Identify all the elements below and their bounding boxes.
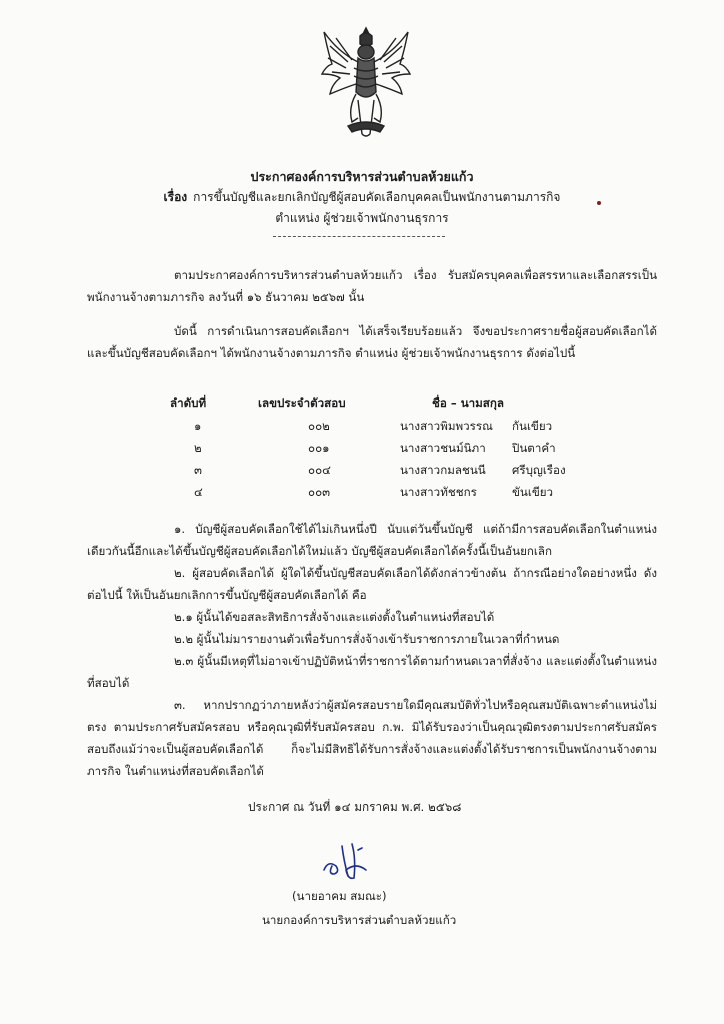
row-exam-no: ๐๐๑	[308, 441, 330, 455]
row-exam-no: ๐๐๔	[308, 463, 331, 477]
intro-paragraph-2: บัดนี้ การดำเนินการสอบคัดเลือกฯ ได้เสร็จเรียบร้อยแล้ว จึงขอประกาศรายชื่อผู้สอบคัดเลือกได้และขึ้นบัญชีสอบคัดเลือกฯ ได้พนักงานจ้างตามภารกิจ ตำแหน่ง ผู้ช่วยเจ้าพนักงานธุรการ ดังต่อไปนี้	[87, 324, 657, 360]
clause-2: ๒. ผู้สอบคัดเลือกได้ ผู้ใดได้ขึ้นบัญชีสอบคัดเลือกได้ดังกล่าวข้างต้น ถ้ากรณีอย่างใดอย่างหนึ่ง ดังต่อไปนี้ ให้เป็นอันยกเลิกการขึ้นบัญชีผู้สอบคัดเลือกได้ คือ	[87, 566, 657, 602]
row-order: ๓	[194, 463, 202, 477]
table-header-order: ลำดับที่	[170, 396, 207, 410]
signer-title: นายกองค์การบริหารส่วนตำบลห้วยแก้ว	[262, 913, 457, 927]
subject-label: เรื่อง	[163, 190, 188, 204]
subject-text: การขึ้นบัญชีและยกเลิกบัญชีผู้สอบคัดเลือกบุคคลเป็นพนักงานตามภารกิจ	[193, 190, 561, 204]
row-order: ๒	[194, 441, 202, 455]
row-exam-no: ๐๐๓	[308, 485, 331, 499]
handwritten-signature	[318, 840, 388, 882]
table-header-name: ชื่อ – นามสกุล	[432, 396, 504, 410]
row-order: ๔	[194, 485, 203, 499]
table-header-exam-no: เลขประจำตัวสอบ	[258, 396, 346, 410]
clause-2-2: ๒.๒ ผู้นั้นไม่มารายงานตัวเพื่อรับการสั่งจ้างเข้ารับราชการภายในเวลาที่กำหนด	[174, 632, 560, 646]
row-first-name: นางสาวกมลชนนี	[400, 463, 486, 477]
table-row	[170, 418, 600, 440]
row-exam-no: ๐๐๒	[308, 419, 330, 433]
document-position: ตำแหน่ง ผู้ช่วยเจ้าพนักงานธุรการ	[275, 211, 449, 225]
row-first-name: นางสาวทัชชกร	[400, 485, 477, 499]
clause-2-3: ๒.๓ ผู้นั้นมีเหตุที่ไม่อาจเข้าปฏิบัติหน้าที่ราชการได้ตามกำหนดเวลาที่สั่งจ้าง และแต่งตั้งในตำแหน่งที่สอบได้	[87, 654, 657, 690]
row-last-name: กันเขียว	[512, 419, 553, 433]
announcement-date: ประกาศ ณ วันที่ ๑๔ มกราคม พ.ศ. ๒๕๖๘	[248, 800, 462, 814]
row-last-name: ปินตาคำ	[512, 441, 556, 455]
table-row	[170, 462, 600, 484]
clause-2-1: ๒.๑ ผู้นั้นได้ขอสละสิทธิการสั่งจ้างและแต่งตั้งในตำแหน่งที่สอบได้	[174, 610, 495, 624]
row-first-name: นางสาวพิมพวรรณ	[400, 419, 493, 433]
ink-dot	[597, 201, 601, 205]
table-row	[170, 440, 600, 462]
document-heading: ประกาศองค์การบริหารส่วนตำบลห้วยแก้ว	[250, 169, 474, 184]
row-order: ๑	[194, 419, 202, 433]
table-row	[170, 484, 600, 506]
row-last-name: ศรีบุญเรือง	[512, 463, 566, 477]
clause-3: ๓. หากปรากฏว่าภายหลังว่าผู้สมัครสอบรายใดมีคุณสมบัติทั่วไปหรือคุณสมบัติเฉพาะตำแหน่งไม่ตรง ตามประกาศรับสมัครสอบ หรือคุณวุฒิที่รับสมัครสอบ ก.พ. มิได้รับรองว่าเป็นคุณวุฒิตรงตามประกาศรับสมัครสอบถึงแม้ว่าจะเป็นผู้สอบคัดเลือกได้ ก็จะไม่มีสิทธิได้รับการสั่งจ้างและแต่งตั้งได้รับราชการเป็นพนักงานจ้างตามภารกิจ ในตำแหน่งที่สอบคัดเลือกได้	[87, 698, 657, 778]
row-last-name: ขันเขียว	[512, 485, 554, 499]
row-first-name: นางสาวชนม์นิภา	[400, 441, 486, 455]
intro-paragraph-1: ตามประกาศองค์การบริหารส่วนตำบลห้วยแก้ว เรื่อง รับสมัครบุคคลเพื่อสรรหาและเลือกสรรเป็นพนักงานจ้างตามภารกิจ ลงวันที่ ๑๖ ธันวาคม ๒๕๖๗ นั้น	[87, 268, 657, 304]
clause-1: ๑. บัญชีผู้สอบคัดเลือกใช้ได้ไม่เกินหนึ่งปี นับแต่วันขึ้นบัญชี แต่ถ้ามีการสอบคัดเลือกในตำแหน่งเดียวกันนี้อีกและได้ขึ้นบัญชีผู้สอบคัดเลือกได้ใหม่แล้ว บัญชีผู้สอบคัดเลือกได้ครั้งนี้เป็นอันยกเลิก	[87, 522, 657, 558]
divider	[273, 236, 445, 237]
signer-name: (นายอาคม สมณะ)	[292, 889, 387, 903]
document-subject	[0, 188, 724, 207]
garuda-emblem-icon	[318, 22, 414, 142]
